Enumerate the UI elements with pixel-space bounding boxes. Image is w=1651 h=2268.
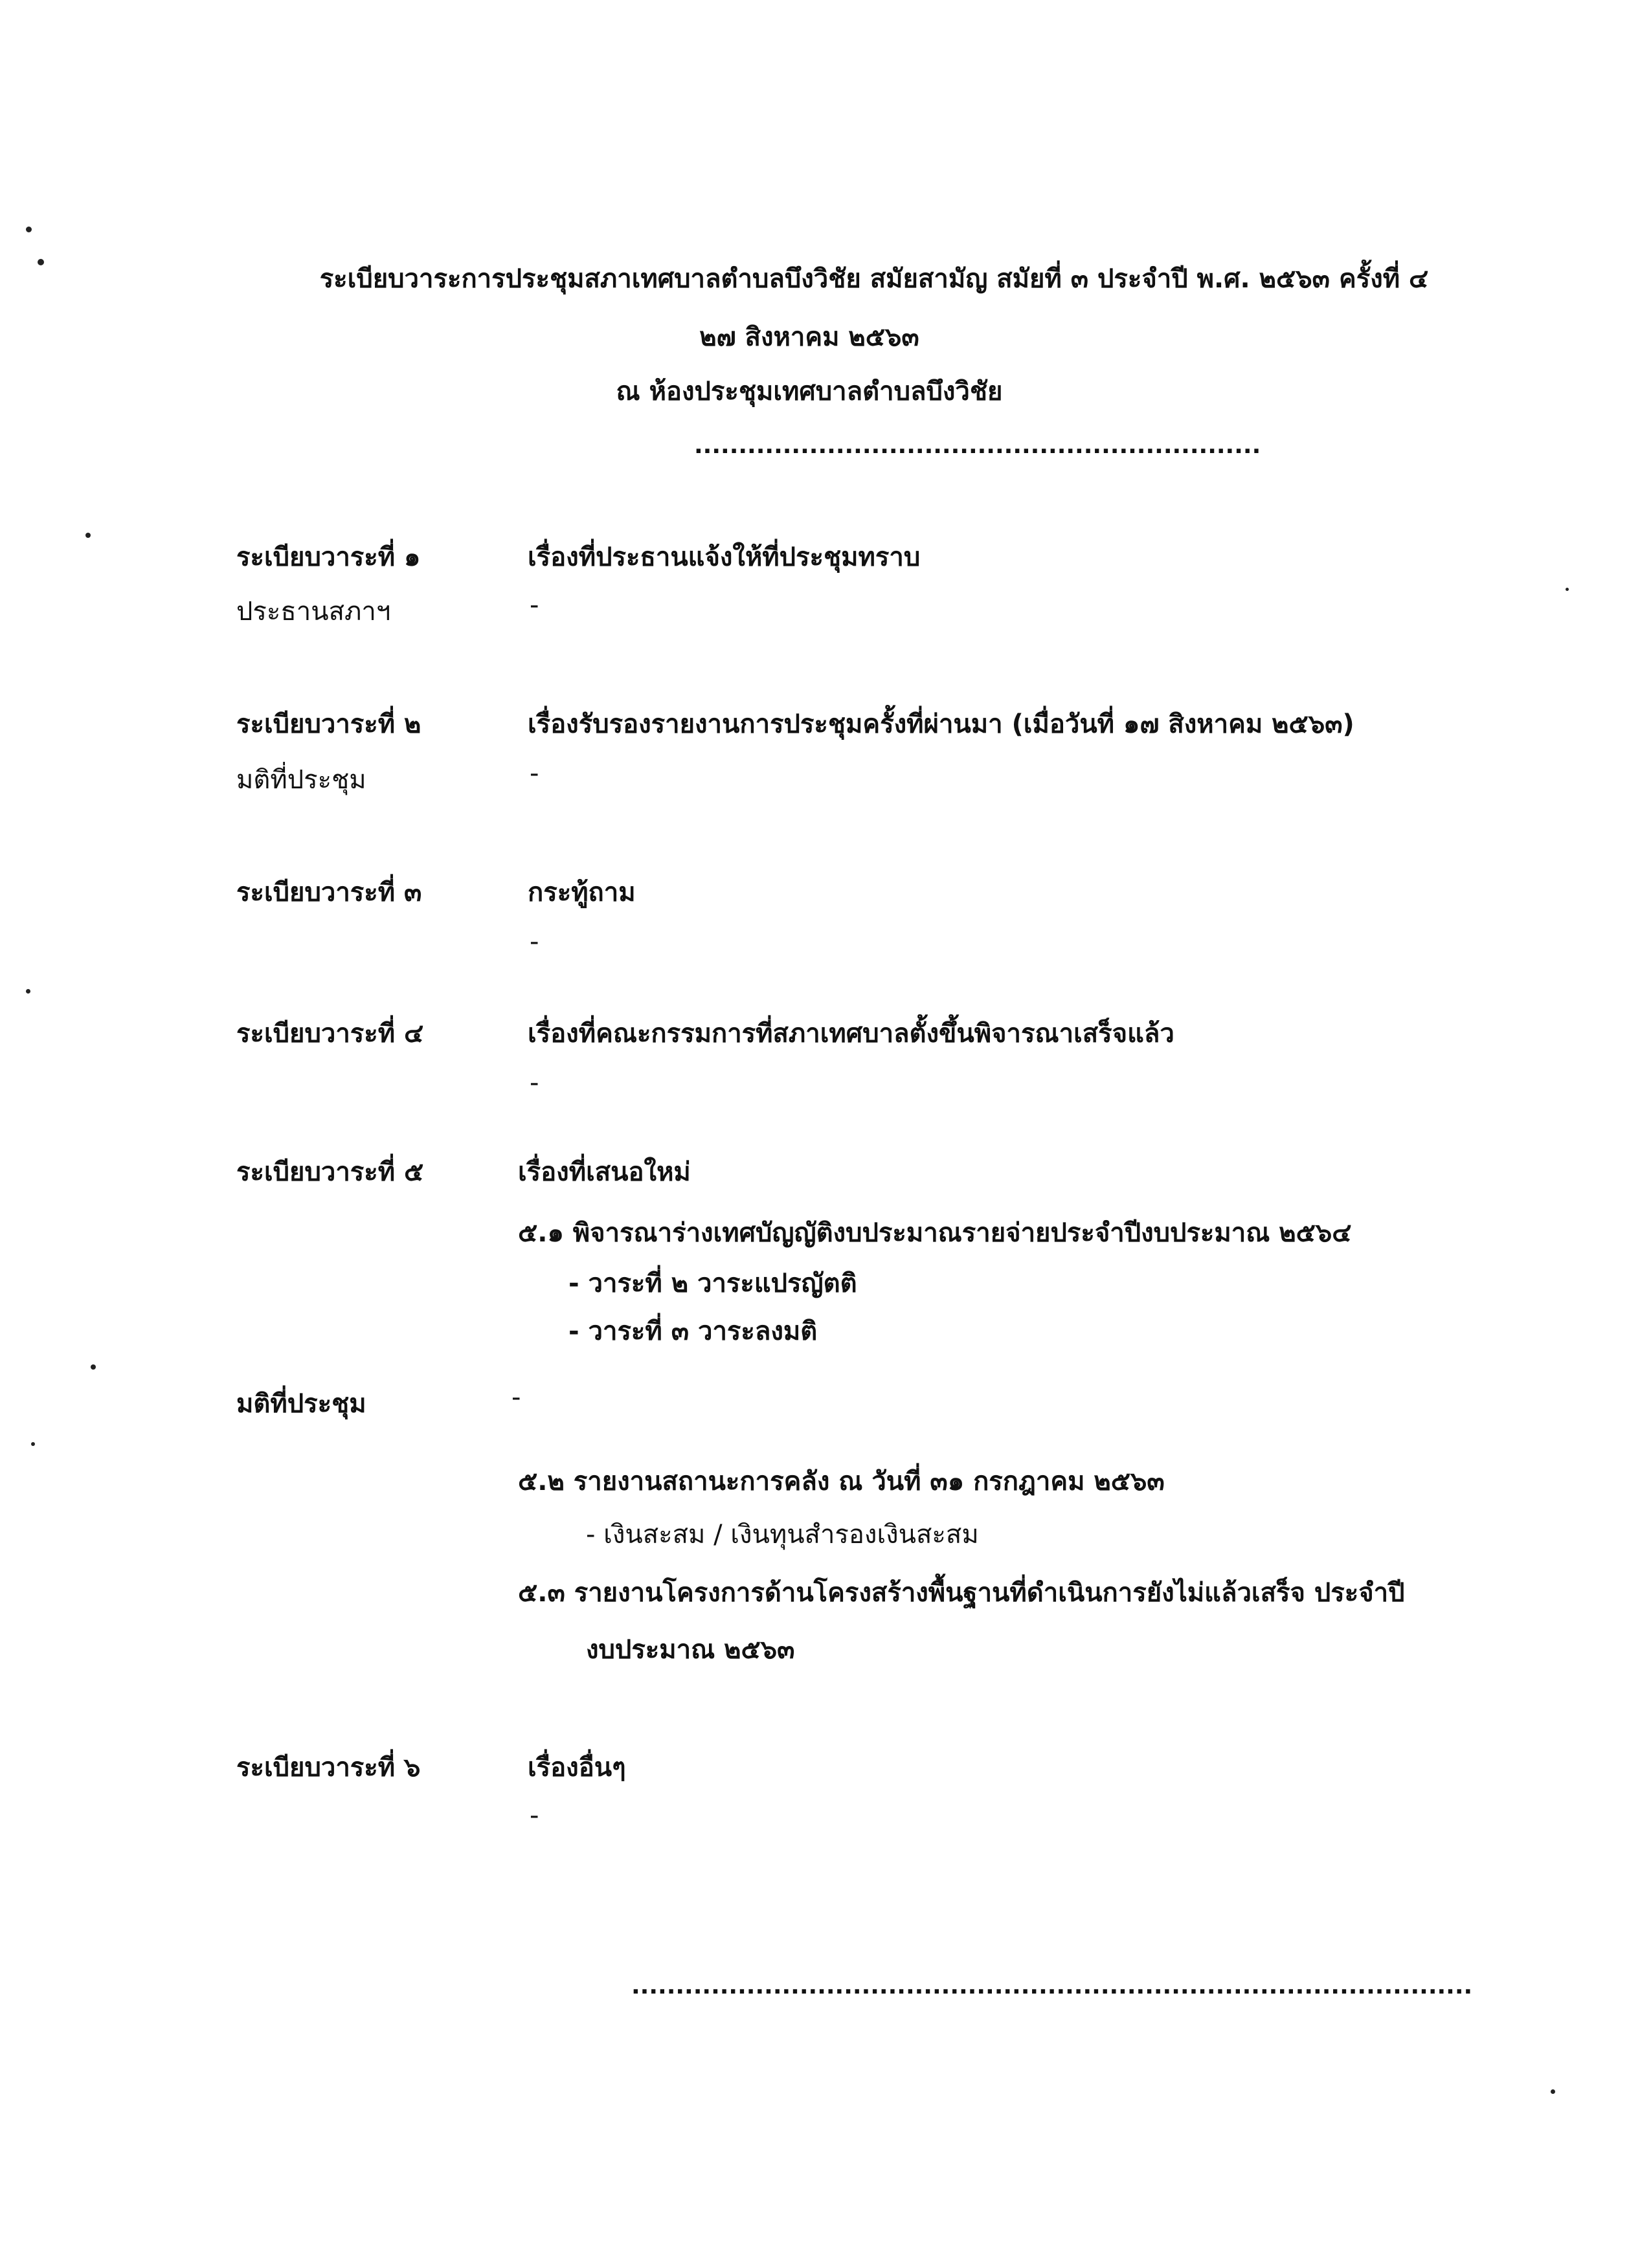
agenda-4-dash: - <box>530 1068 539 1098</box>
document-title: ระเบียบวาระการประชุมสภาเทศบาลตำบลบึงวิชัย สมัยสามัญ สมัยที่ ๓ ประจำปี พ.ศ. ๒๕๖๓ ครั้งที่ ๔ <box>319 264 1429 294</box>
agenda-5-sub-2: ๕.๒ รายงานสถานะการคลัง ณ วันที่ ๓๑ กรกฎาคม ๒๕๖๓ <box>518 1467 1165 1496</box>
agenda-2-title: เรื่องรับรองรายงานการประชุมครั้งที่ผ่านมา (เมื่อวันที่ ๑๗ สิงหาคม ๒๕๖๓) <box>528 709 1354 739</box>
agenda-3-dash: - <box>530 927 539 957</box>
agenda-3-label: ระเบียบวาระที่ ๓ <box>236 878 422 907</box>
agenda-2-dash: - <box>530 759 539 788</box>
footer-divider: ............................................................................................... <box>631 1973 1473 1999</box>
agenda-5-label: ระเบียบวาระที่ ๕ <box>236 1157 424 1187</box>
scan-speck <box>26 227 32 232</box>
scan-speck <box>38 259 44 265</box>
agenda-5-sub-3-line-1: ๕.๓ รายงานโครงการด้านโครงสร้างพื้นฐานที่ดำเนินการยังไม่แล้วเสร็จ ประจำปี <box>518 1578 1405 1608</box>
scan-speck <box>91 1364 96 1370</box>
agenda-5-sub-1-a: - วาระที่ ๒ วาระแปรญัตติ <box>568 1269 857 1298</box>
agenda-2-sub-label: มติที่ประชุม <box>236 765 366 795</box>
agenda-1-sub-label: ประธานสภาฯ <box>236 597 391 627</box>
scan-speck <box>1566 588 1569 591</box>
agenda-1-title: เรื่องที่ประธานแจ้งให้ที่ประชุมทราบ <box>528 542 921 572</box>
agenda-6-title: เรื่องอื่นๆ <box>528 1753 626 1783</box>
agenda-6-dash: - <box>530 1801 539 1830</box>
agenda-5-sub-1: ๕.๑ พิจารณาร่างเทศบัญญัติงบประมาณรายจ่ายประจำปีงบประมาณ ๒๕๖๔ <box>518 1218 1352 1248</box>
agenda-5-resolution-label: มติที่ประชุม <box>236 1389 366 1419</box>
agenda-1-label: ระเบียบวาระที่ ๑ <box>236 542 421 572</box>
agenda-1-dash: - <box>530 590 539 620</box>
scan-speck <box>1551 2089 1555 2094</box>
agenda-5-title: เรื่องที่เสนอใหม่ <box>518 1157 691 1187</box>
header-divider: ................................................................ <box>694 432 1261 459</box>
agenda-5-sub-2-a: - เงินสะสม / เงินทุนสำรองเงินสะสม <box>586 1520 979 1550</box>
agenda-6-label: ระเบียบวาระที่ ๖ <box>236 1753 421 1783</box>
agenda-3-title: กระทู้ถาม <box>528 878 636 907</box>
scan-speck <box>26 989 30 994</box>
agenda-5-sub-1-b: - วาระที่ ๓ วาระลงมติ <box>568 1317 818 1346</box>
scan-speck <box>31 1442 35 1446</box>
meeting-date: ๒๗ สิงหาคม ๒๕๖๓ <box>699 322 919 352</box>
agenda-4-title: เรื่องที่คณะกรรมการที่สภาเทศบาลตั้งขึ้นพิจารณาเสร็จแล้ว <box>528 1019 1174 1049</box>
agenda-5-sub-3-line-2: งบประมาณ ๒๕๖๓ <box>586 1635 795 1665</box>
agenda-5-resolution-dash: - <box>511 1383 521 1412</box>
meeting-place: ณ ห้องประชุมเทศบาลตำบลบึงวิชัย <box>616 377 1003 406</box>
agenda-4-label: ระเบียบวาระที่ ๔ <box>236 1019 424 1049</box>
scan-speck <box>85 533 91 538</box>
agenda-2-label: ระเบียบวาระที่ ๒ <box>236 709 421 739</box>
